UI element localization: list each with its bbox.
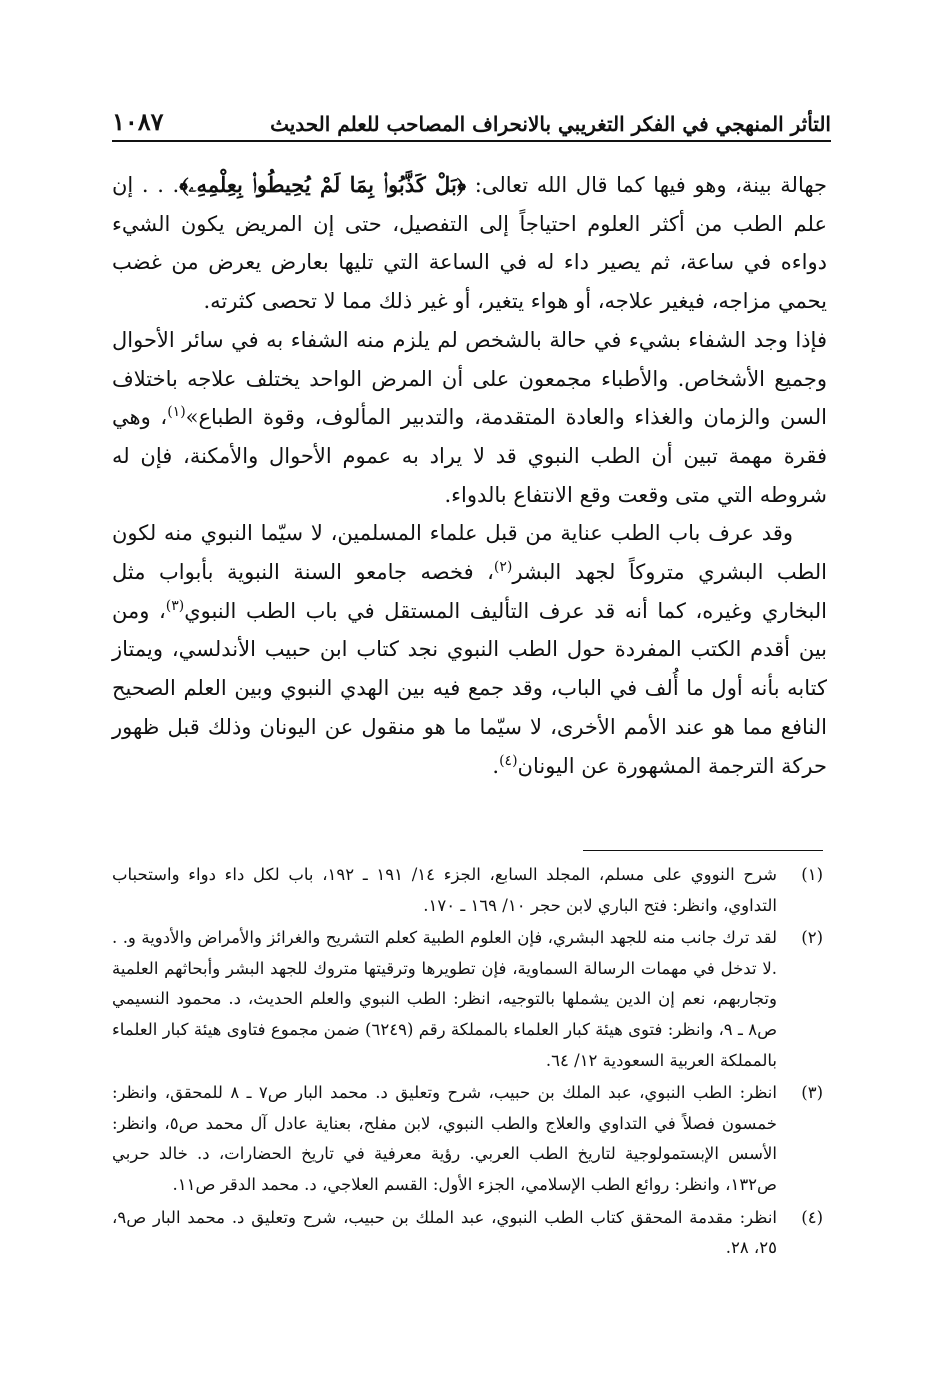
footnote-ref-2[interactable]: (٢) [493,559,513,576]
footnotes [112,860,823,1266]
footnote-1 [112,860,823,921]
footnote-text: لقد ترك جانب منه للجهد البشري، فإن العلوم الطبية كعلم التشريح والغرائز والأمراض والأدوية و. . .لا تدخل في مهمات الرسالة السماوية، فإن تطويرها وترقيتها متروك للجهد البشر وأبحاثهم العلمية وتجاربهم، نعم إن الدين يشملها بالتوجيه، انظر: الطب النبوي والعلم الحديث، د. محمود النسيمي ص٨ ـ ٩، وانظر: فتوى هيئة كبار العلماء بالمملكة رقم (٦٢٤٩) ضمن مجموع فتاوى هيئة كبار العلماء بالمملكة العربية السعودية ١٢/ ٦٤. [112,928,778,1070]
footnote-text: انظر: مقدمة المحقق كتاب الطب النبوي، عبد الملك بن حبيب، شرح وتعليق د. محمد البار ص٩، ٢٥، ٢٨. [112,1207,777,1258]
footnote-number: (٣) [801,1083,823,1103]
paragraph-2-main: فإذا وجد الشفاء بشيء في حالة بالشخص لم يلزم منه الشفاء به في سائر الأحوال وجميع الأشخاص. والأطباء مجمعون على أن المرض الواحد يختلف علاجه باختلاف السن والزمان والغذاء والعادة المتقدمة، والتدبير المألوف، وقوة الطباع» [112,327,828,430]
footnote-ref-3[interactable]: (٣) [165,597,185,614]
footnote-number: (٢) [801,928,823,948]
footnote-text: شرح النووي على مسلم، المجلد السابع، الجزء ١٤/ ١٩١ ـ ١٩٢، باب لكل داء دواء واستحباب التداوي، وانظر: فتح الباري لابن حجر ١٠/ ١٦٩ ـ ١٧٠. [112,865,777,915]
footnote-ref-1[interactable]: (١) [167,404,186,421]
footnote-number: (٤) [801,1207,823,1227]
paragraph-1-rest: . . . إن علم الطب من أكثر العلوم احتياجاً إلى التفصيل، حتى إن المريض يكون الشيء دواءه في ساعة، ثم يصير داء له في الساعة التي تليها بعارض يعرض من غضب يحمي مزاجه، فيغير علاجه، أو هواء يتغير، أو غير ذلك مما لا تحصى كثرته. [112,173,827,314]
paragraph-1 [112,166,827,321]
paragraph-2 [112,321,827,515]
paragraph-3 [112,514,827,785]
paragraph-3-end: . [492,753,500,778]
footnote-2 [112,923,823,1076]
paragraph-1-intro: جهالة بينة، وهو فيها كما قال الله تعالى: [466,173,827,197]
header-title: التأثر المنهجي في الفكر التغريبي بالانحراف المصاحب للعلم الحديث [270,112,831,136]
footnote-ref-4[interactable]: (٤) [499,752,518,769]
quran-verse: ﴿بَلْ كَذَّبُوا۟ بِمَا لَمْ يُحِيطُوا۟ بِعِلْمِهِۦ﴾ [179,172,467,197]
paragraph-3-part-2: ، فخصه جامعو السنة النبوية بأبواب مثل البخاري وغيره، كما أنه قد عرف التأليف المستقل في باب الطب النبوي [112,560,827,623]
footnote-3 [112,1078,823,1200]
page-number: ١٠٨٧ [112,107,164,136]
paragraph-3-part-1: وقد عرف باب الطب عناية من قبل علماء المسلمين، لا سيّما النبوي منه لكون الطب البشري متروكاً لجهد البشر [112,521,827,585]
footnote-text: انظر: الطب النبوي، عبد الملك بن حبيب، شرح وتعليق د. محمد البار ص٧ ـ ٨ للمحقق، وانظر: خمسون فصلاً في التداوي والعلاج والطب النبوي، لابن مفلح، بعناية عادل آل محمد ص٥، وانظر: الأسس الإبستمولوجية لتاريخ الطب العربي. رؤية معرفية في تاريخ الحضارات، د. خالد حربي ص١٣٢، وانظر: روائع الطب الإسلامي، الجزء الأول: القسم العلاجي، د. محمد الدقر ص١١. [112,1083,777,1194]
footnote-4 [112,1203,823,1264]
footnote-number: (١) [801,865,823,884]
main-text [112,166,827,785]
footnote-separator [583,850,823,851]
header-rule [112,140,831,142]
paragraph-2-rest: ، وهي فقرة مهمة تبين أن الطب النبوي قد لا يراد به عموم الأحوال والأمكنة، فإن له شروطه التي متى وقعت وقع الانتفاع بالدواء. [112,405,827,507]
running-header [112,96,831,136]
paragraph-3-part-3: ، ومن بين أقدم الكتب المفردة حول الطب النبوي نجد كتاب ابن حبيب الأندلسي، ويمتاز كتابه بأنه أول ما أُلف في الباب، وقد جمع فيه بين الهدي النبوي وبين العلم الصحيح النافع مما هو عند الأمم الأخرى، لا سيّما ما هو منقول عن اليونان وذلك قبل ظهور حركة الترجمة المشهورة عن اليونان [112,598,827,778]
